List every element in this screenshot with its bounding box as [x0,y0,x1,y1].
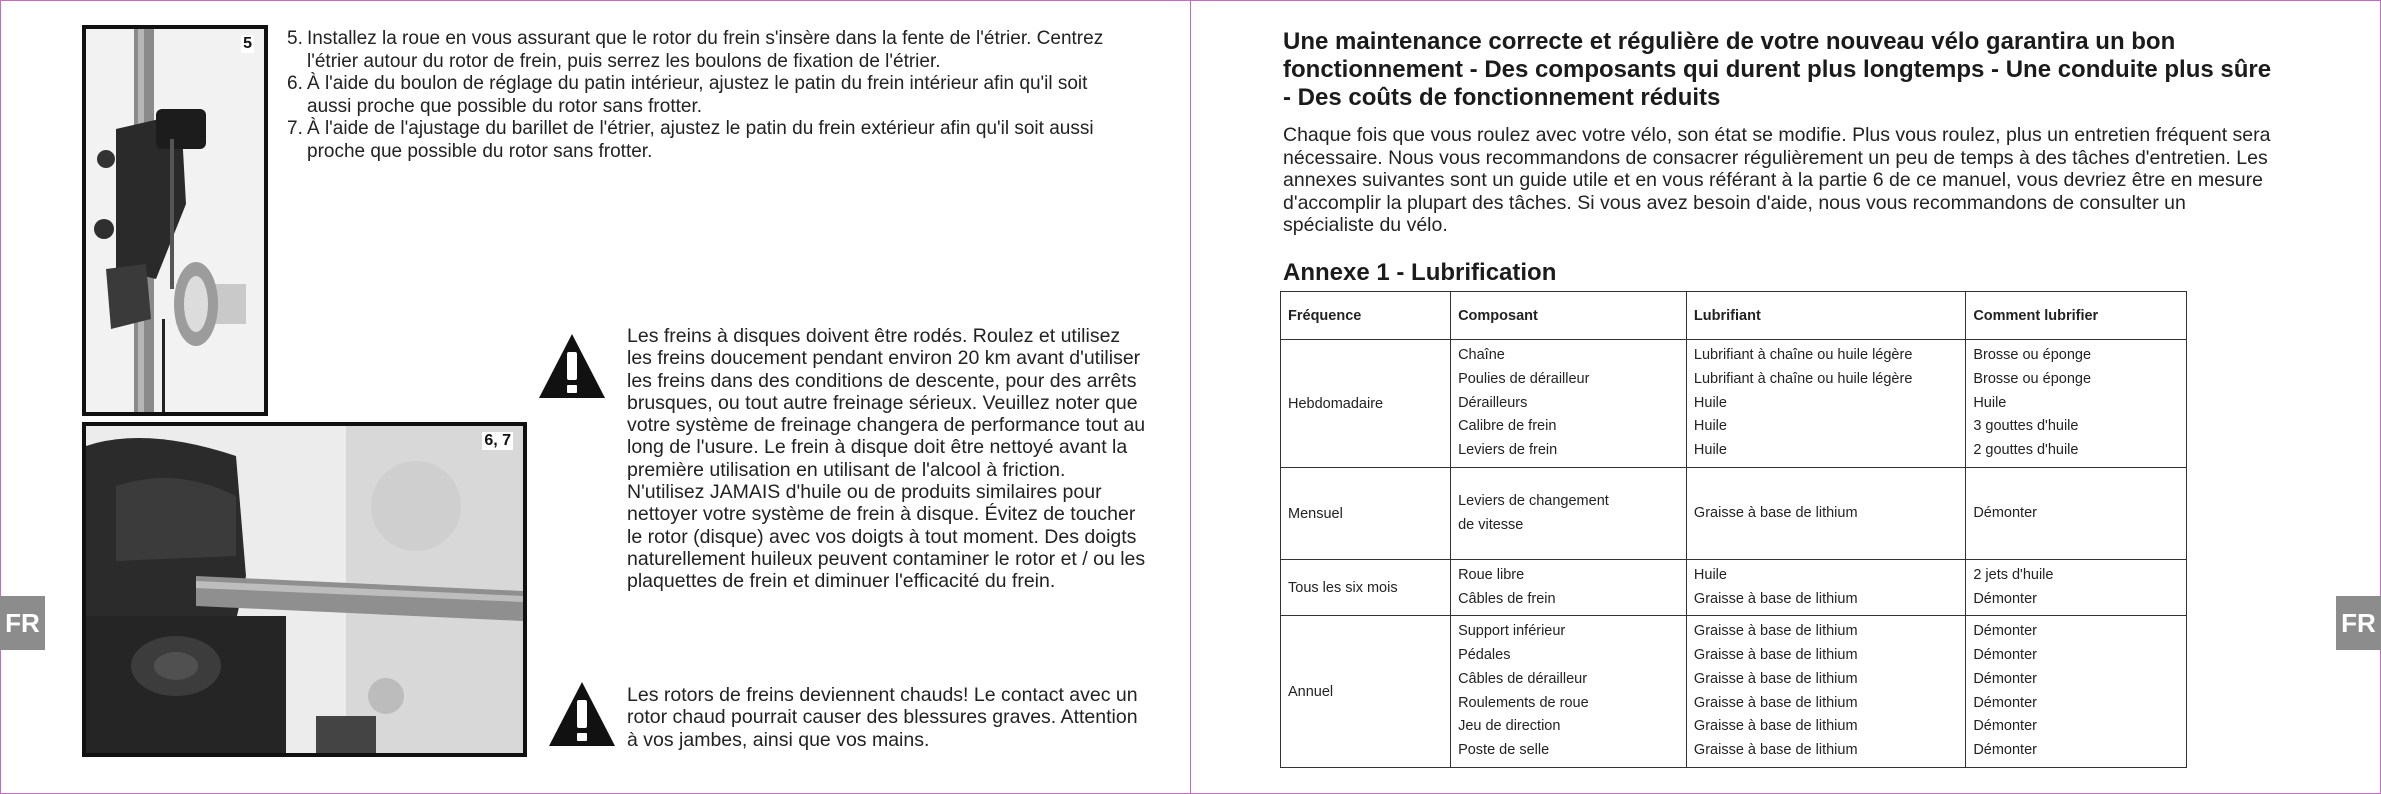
list-item: Graisse à base de lithium [1693,590,1858,607]
list-item: Démonter [1973,590,2037,607]
list-item: Démonter [1973,741,2037,758]
header-lubricant: Lubrifiant [1686,292,1965,340]
list-item: Brosse ou éponge [1973,347,2092,364]
list-item: Graisse à base de lithium [1693,741,1858,758]
list-item: Leviers de frein [1458,442,1558,459]
warning-icon [537,332,607,400]
page-divider [1190,0,1191,794]
table-row [1281,616,2187,767]
list-item: Lubrifiant à chaîne ou huile légère [1693,347,1913,364]
caliper-illustration [86,29,264,412]
header-method: Comment lubrifier [1966,292,2187,340]
photo-label-5: 5 [243,35,252,52]
step-6: 6. À l'aide du boulon de réglage du patin intérieur, ajustez le patin du frein intérieur afin qu'il soit aussi proche que possible du rotor sans frotter. [287,73,1088,117]
list-item: Lubrifiant à chaîne ou huile légère [1693,370,1913,387]
lubricant-cell [1686,340,1965,468]
step-5: 5. Installez la roue en vous assurant que le rotor du frein s'insère dans la fente de l'étrier. Centrez l'étrier autour du rotor de frein, puis serrez les boulons de fixation de l'étrier. [287,28,1104,72]
list-item: Graisse à base de lithium [1693,694,1858,711]
installation-steps [287,28,1107,163]
table-body [1281,340,2187,768]
list-item: Câbles de dérailleur [1458,670,1588,687]
table-row [1281,468,2187,560]
component-cell [1451,340,1687,468]
list-item: Graisse à base de lithium [1693,504,1858,521]
list-item: Huile [1973,394,2007,411]
warning-hot-rotor-text: Les rotors de freins deviennent chauds! Le contact avec un rotor chaud pourrait causer des blessures graves. Attention à vos jambes, ainsi que vos mains. [627,684,1138,751]
photo-caliper-install [82,25,268,416]
list-item: Démonter [1973,670,2037,687]
list-item: Poste de selle [1458,741,1550,758]
list-item: Dérailleurs [1458,394,1528,411]
list-item: Graisse à base de lithium [1693,670,1858,687]
lubricant-cell [1686,616,1965,767]
list-item: Démonter [1973,504,2037,521]
list-item: Roulements de roue [1458,694,1589,711]
list-item: Poulies de dérailleur [1458,370,1590,387]
list-item: Roue libre [1458,567,1525,583]
frequency-cell: Hebdomadaire [1281,340,1451,468]
table-row [1281,560,2187,616]
list-item: Démonter [1973,623,2037,640]
list-item: Démonter [1973,694,2037,711]
lubrication-table [1280,291,2187,768]
frequency-cell: Mensuel [1281,468,1451,560]
list-item: Support inférieur [1458,623,1566,640]
list-item: Chaîne [1458,347,1505,364]
frequency-cell: Tous les six mois [1281,560,1451,616]
list-item: Huile [1693,567,1727,583]
caliper-closeup-illustration [86,426,523,753]
component-cell [1451,468,1687,560]
component-cell [1451,616,1687,767]
warning-break-in-text: Les freins à disques doivent être rodés. Roulez et utilisez les freins doucement pendant environ 20 km avant d'utiliser les freins dans des conditions de descente, pour des arrêts brusques, ou tout autre freinage sérieux. Veuillez noter que votre système de freinage changera de performance tout au long de l'usure. Le frein à disque doit être nettoyé avant la première utilisation en utilisant de l'alcool à friction. N'utilisez JAMAIS d'huile ou de produits similaires pour nettoyer votre système de frein à disque. Évitez de toucher le rotor (disque) avec vos doigts à tout moment. Des doigts naturellement huileux peuvent contaminer le rotor et / ou les plaquettes de frein et diminuer l'efficacité du frein. [627,325,1146,593]
list-item: Huile [1693,418,1727,435]
header-frequency: Fréquence [1281,292,1451,340]
list-item: Brosse ou éponge [1973,370,2092,387]
maintenance-intro: Chaque fois que vous roulez avec votre vélo, son état se modifie. Plus vous roulez, plus un entretien fréquent sera nécessaire. Nous vous recommandons de consacrer régulièrement un peu de temps à des tâches d'entretien. Les annexes suivantes sont un guide utile et en vous référant à la partie 6 de ce manuel, vous devriez être en mesure d'accomplir la plupart des tâches. Si vous avez besoin d'aide, nous vous recommandons de consulter un spécialiste du vélo. [1283,124,2271,236]
method-cell [1966,468,2187,560]
method-cell [1966,616,2187,767]
language-tab-right: FR [2336,596,2381,650]
component-cell [1451,560,1687,616]
list-item: 2 gouttes d'huile [1973,442,2079,459]
list-item: Calibre de frein [1458,418,1557,435]
maintenance-heading: Une maintenance correcte et régulière de votre nouveau vélo garantira un bon fonctionnement - Des composants qui durent plus longtemps - Une conduite plus sûre - Des coûts de fonctionnement réduits [1283,28,2272,111]
warning-icon [547,680,617,748]
header-component: Composant [1451,292,1687,340]
photo-caliper-adjust [82,422,527,757]
list-item: Démonter [1973,647,2037,664]
table-row [1281,340,2187,468]
language-tab-left: FR [0,596,45,650]
frequency-cell: Annuel [1281,616,1451,767]
list-item: Huile [1693,442,1727,459]
list-item: Huile [1693,394,1727,411]
list-item: Câbles de frein [1458,590,1556,607]
list-item: Pédales [1458,647,1511,664]
table-header-row [1281,292,2187,340]
list-item: Leviers de changement de vitesse [1458,492,1609,533]
step-7: 7. À l'aide de l'ajustage du barillet de l'étrier, ajustez le patin du frein extérieur afin qu'il soit aussi proche que possible du rotor sans frotter. [287,118,1094,162]
list-item: Jeu de direction [1458,718,1561,735]
method-cell [1966,560,2187,616]
list-item: Graisse à base de lithium [1693,623,1858,640]
lubricant-cell [1686,560,1965,616]
list-item: 2 jets d'huile [1973,567,2054,583]
method-cell [1966,340,2187,468]
annex-title: Annexe 1 - Lubrification [1283,259,1557,286]
lubricant-cell [1686,468,1965,560]
list-item: Graisse à base de lithium [1693,718,1858,735]
photo-label-6-7: 6, 7 [484,432,511,449]
list-item: Graisse à base de lithium [1693,647,1858,664]
list-item: 3 gouttes d'huile [1973,418,2079,435]
list-item: Démonter [1973,718,2037,735]
